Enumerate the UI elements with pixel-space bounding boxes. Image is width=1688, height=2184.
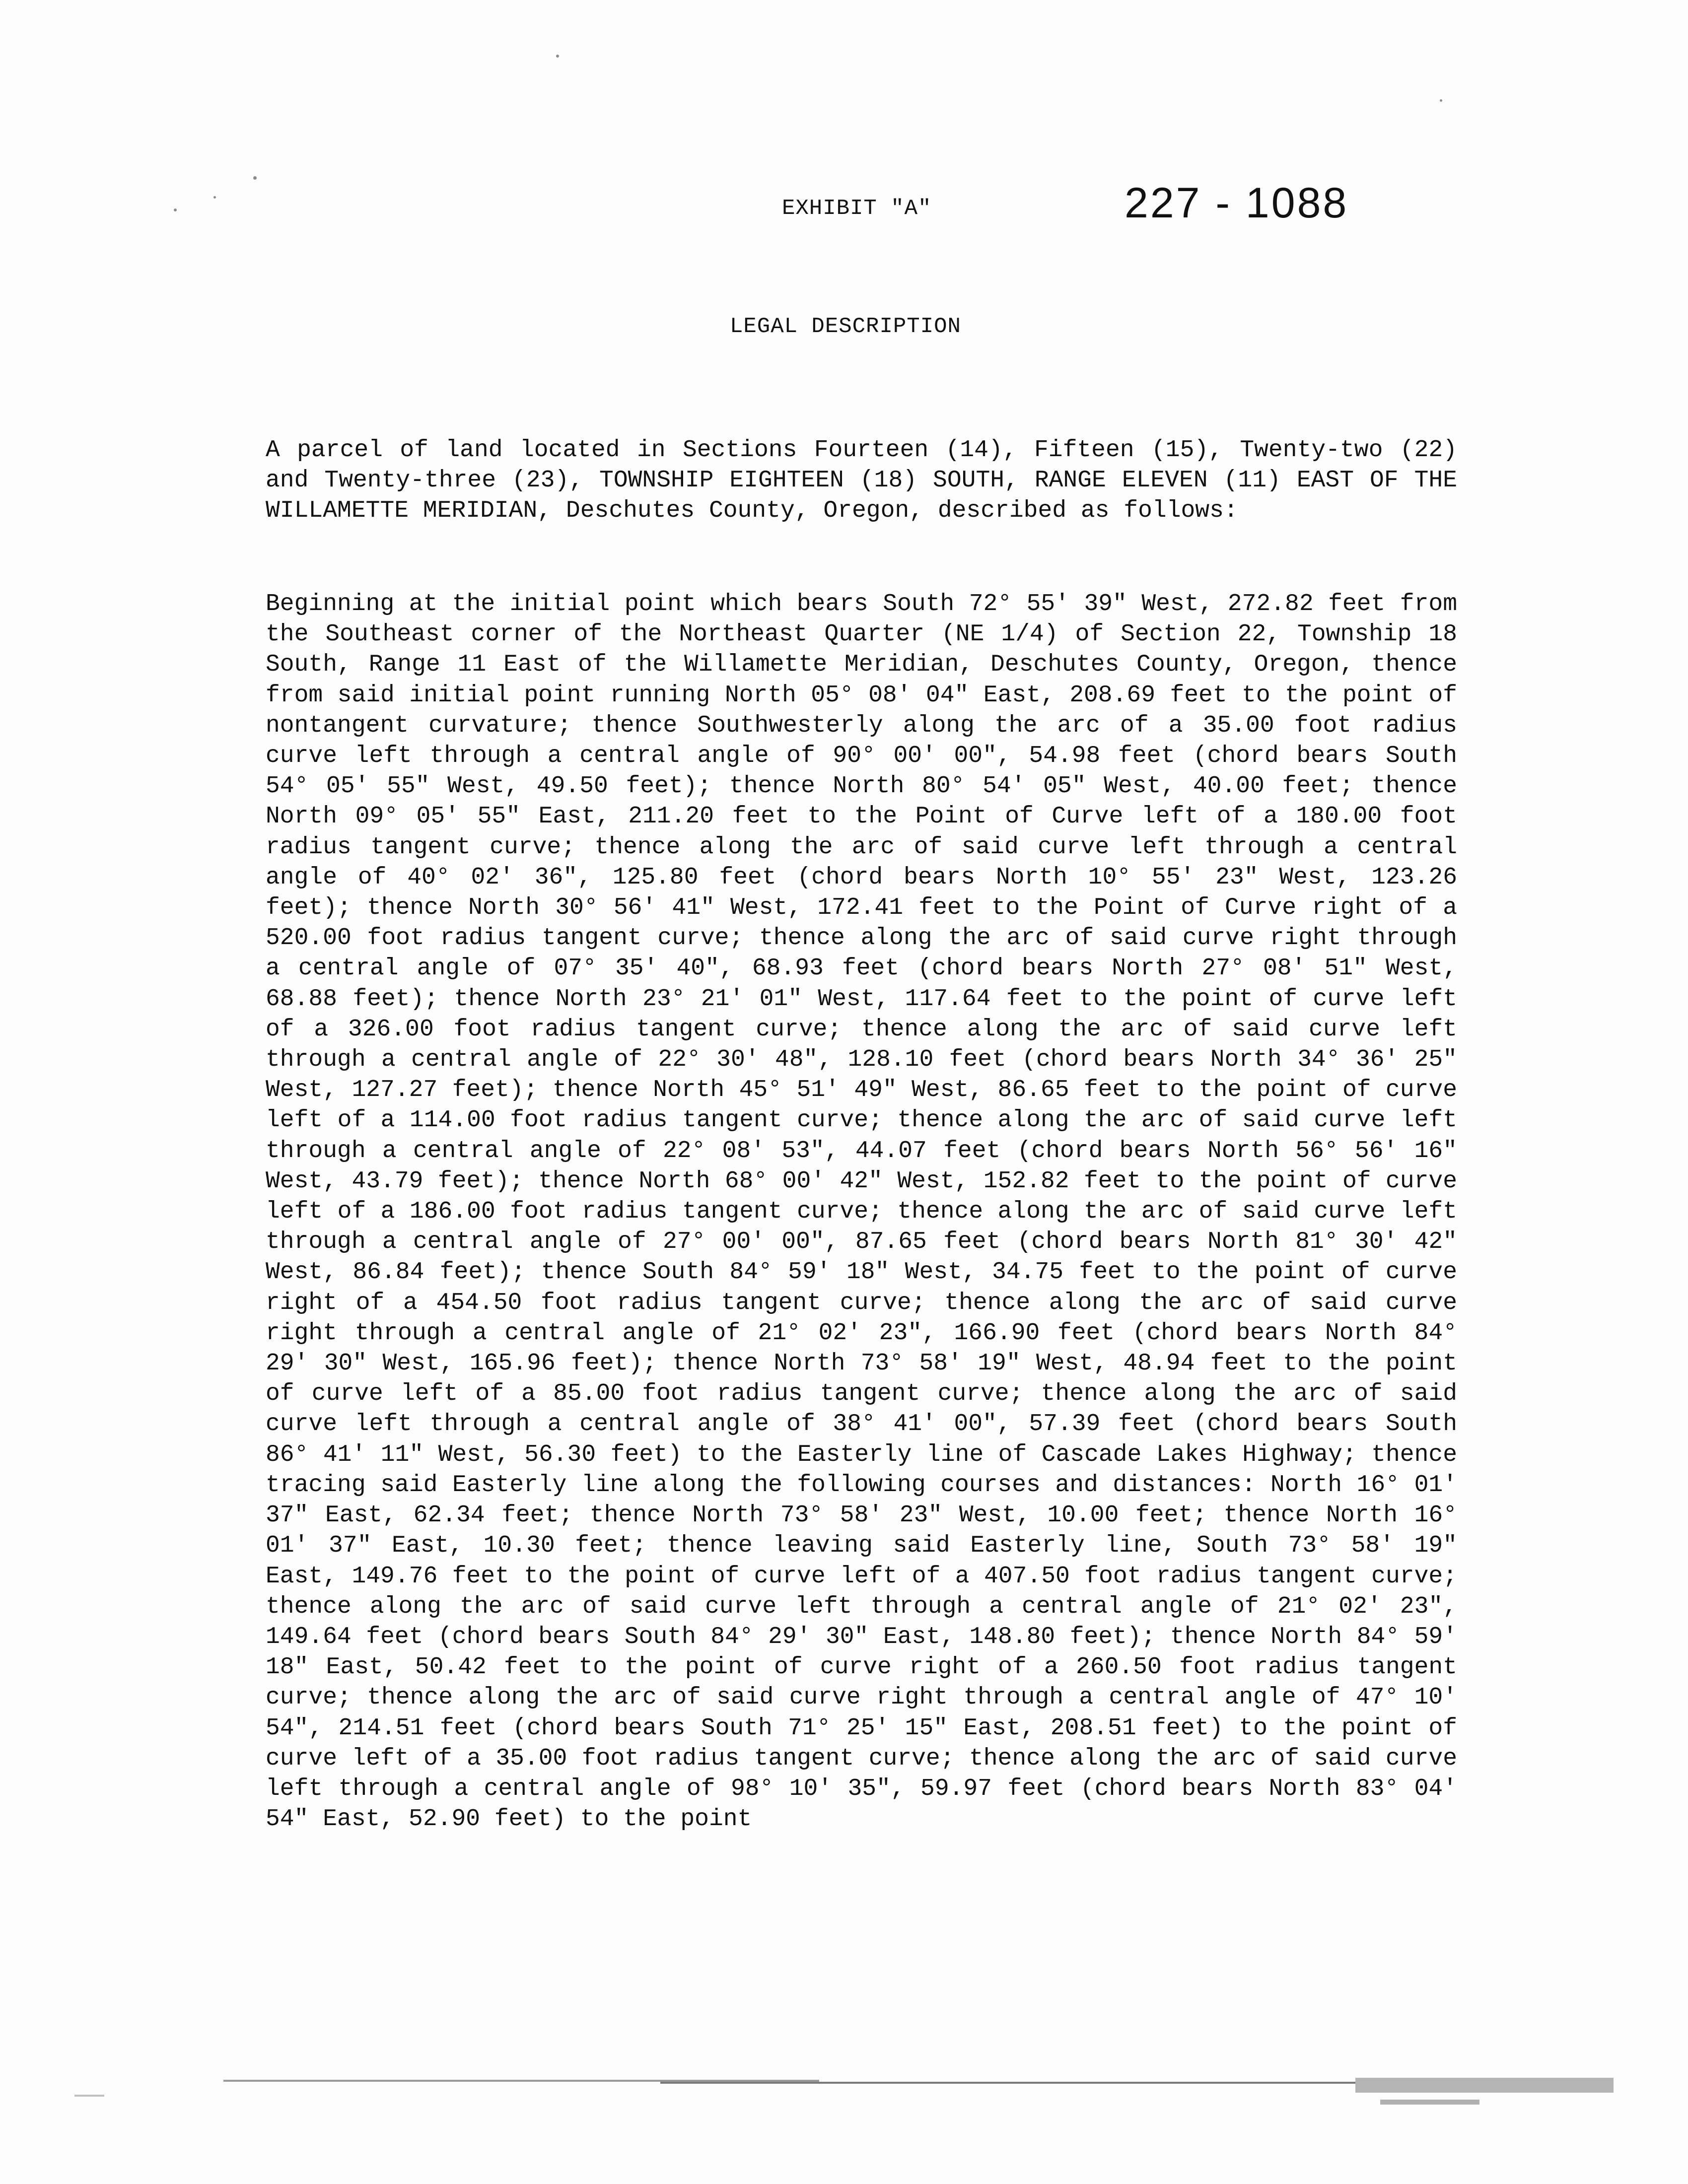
exhibit-label: EXHIBIT "A" — [782, 196, 932, 221]
scan-speckle — [253, 176, 257, 180]
document-number: 227 - 1088 — [1125, 179, 1349, 227]
scan-noise-line — [1355, 2078, 1614, 2093]
scan-speckle — [174, 208, 177, 211]
page-title: LEGAL DESCRIPTION — [730, 314, 961, 339]
scan-noise-line — [74, 2095, 104, 2097]
scan-noise-line — [1380, 2100, 1479, 2105]
scan-noise-line — [660, 2082, 1405, 2084]
scan-speckle — [556, 55, 559, 58]
scan-speckle — [213, 196, 216, 199]
intro-paragraph: A parcel of land located in Sections Fourteen (14), Fifteen (15), Twenty-two (22) and Twenty-three (23), TOWNSHIP EIGHTEEN (18) SOUTH, RANGE ELEVEN (11) EAST OF THE WILLAMETTE MERIDIAN, Deschutes County, Oregon, described as follows: — [266, 437, 1457, 525]
metes-and-bounds-paragraph: Beginning at the initial point which bears South 72° 55' 39" West, 272.82 feet from the Southeast corner of the Northeast Quarter (NE 1/4) of Section 22, Township 18 South, Range 11 East of the Willamette Meridian, Deschutes County, Oregon, thence from said initial point running North 05° 08' 04" East, 208.69 feet to the point of nontangent curvature; thence Southwesterly along the arc of a 35.00 foot radius curve left through a central angle of 90° 00' 00", 54.98 feet (chord bears South 54° 05' 55" West, 49.50 feet); thence North 80° 54' 05" West, 40.00 feet; thence North 09° 05' 55" East, 211.20 feet to the Point of Curve left of a 180.00 foot radius tangent curve; thence along the arc of said curve left through a central angle of 40° 02' 36", 125.80 feet (chord bears North 10° 55' 23" West, 123.26 feet); thence North 30° 56' 41" West, 172.41 feet to the Point of Curve right of a 520.00 foot radius tangent curve; thence along the arc of said curve right through a central angle of 07° 35' 40", 68.93 feet (chord bears North 27° 08' 51" West, 68.88 feet); thence North 23° 21' 01" West, 117.64 feet to the point of curve left of a 326.00 foot radius tangent curve; thence along the arc of said curve left through a central angle of 22° 30' 48", 128.10 feet (chord bears North 34° 36' 25" West, 127.27 feet); thence North 45° 51' 49" West, 86.65 feet to the point of curve left of a 114.00 foot radius tangent curve; thence along the arc of said curve left through a central angle of 22° 08' 53", 44.07 feet (chord bears North 56° 56' 16" West, 43.79 feet); thence North 68° 00' 42" West, 152.82 feet to the point of curve left of a 186.00 foot radius tangent curve; thence along the arc of said curve left through a central angle of 27° 00' 00", 87.65 feet (chord bears North 81° 30' 42" West, 86.84 feet); thence South 84° 59' 18" West, 34.75 feet to the point of curve right of a 454.50 foot radius tangent curve; thence along the arc of said curve right through a central angle of 21° 02' 23", 166.90 feet (chord bears North 84° 29' 30" West, 165.96 feet); thence North 73° 58' 19" West, 48.94 feet to the point of curve left of a 85.00 foot radius tangent curve; thence along the arc of said curve left through a central angle of 38° 41' 00", 57.39 feet (chord bears South 86° 41' 11" West, 56.30 feet) to the Easterly line of Cascade Lakes Highway; thence tracing said Easterly line along the following courses and distances: North 16° 01' 37" East, 62.34 feet; thence North 73° 58' 23" West, 10.00 feet; thence North 16° 01' 37" East, 10.30 feet; thence leaving said Easterly line, South 73° 58' 19" East, 149.76 feet to the point of curve left of a 407.50 foot radius tangent curve; thence along the arc of said curve left through a central angle of 21° 02' 23", 149.64 feet (chord bears South 84° 29' 30" East, 148.80 feet); thence North 84° 59' 18" East, 50.42 feet to the point of curve right of a 260.50 foot radius tangent curve; thence along the arc of said curve right through a central angle of 47° 10' 54", 214.51 feet (chord bears South 71° 25' 15" East, 208.51 feet) to the point of curve left of a 35.00 foot radius tangent curve; thence along the arc of said curve left through a central angle of 98° 10' 35", 59.97 feet (chord bears North 83° 04' 54" East, 52.90 feet) to the point — [266, 591, 1457, 1833]
scan-speckle — [1440, 99, 1442, 102]
scan-noise-strip — [213, 2075, 1623, 2110]
